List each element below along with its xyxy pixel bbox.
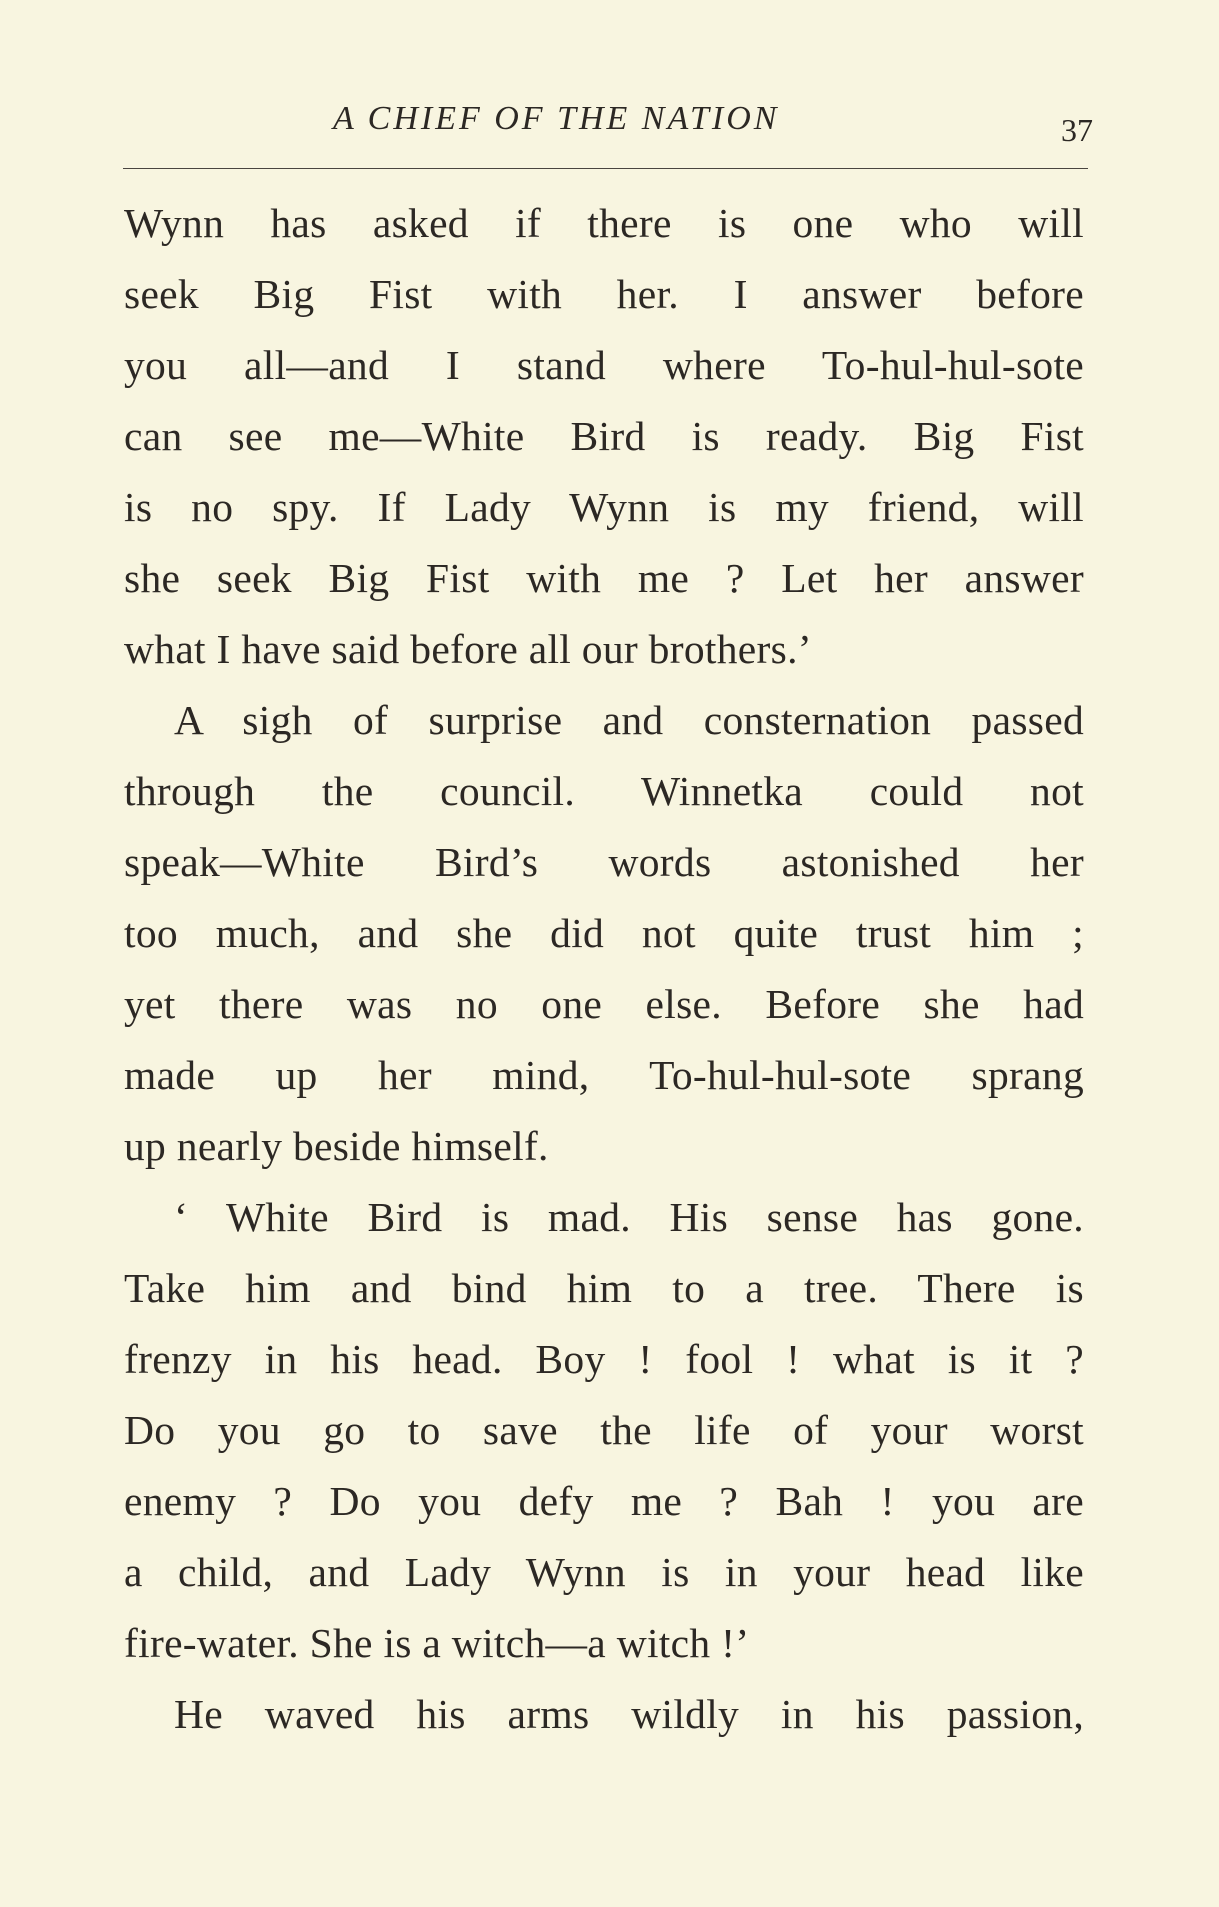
running-title: A CHIEF OF THE NATION: [333, 100, 780, 137]
text-line: a child, and Lady Wynn is in your head like: [124, 1549, 1084, 1595]
text-line: Do you go to save the life of your worst: [124, 1407, 1084, 1453]
text-line: speak—White Bird’s words astonished her: [124, 839, 1084, 885]
text-line: through the council. Winnetka could not: [124, 768, 1084, 814]
text-line: what I have said before all our brothers.’: [124, 626, 812, 672]
text-line: you all—and I stand where To-hul-hul-sote: [124, 342, 1084, 388]
text-line: frenzy in his head. Boy ! fool ! what is it ?: [124, 1336, 1084, 1382]
text-line: can see me—White Bird is ready. Big Fist: [124, 413, 1084, 459]
text-line: seek Big Fist with her. I answer before: [124, 271, 1084, 317]
text-line: yet there was no one else. Before she had: [124, 981, 1084, 1027]
text-line: too much, and she did not quite trust him ;: [124, 910, 1084, 956]
text-line: made up her mind, To-hul-hul-sote sprang: [124, 1052, 1084, 1098]
text-line: enemy ? Do you defy me ? Bah ! you are: [124, 1478, 1084, 1524]
page-number: 37: [1061, 112, 1093, 148]
text-line: He waved his arms wildly in his passion,: [174, 1691, 1084, 1737]
text-line: A sigh of surprise and consternation passed: [174, 697, 1084, 743]
text-line: ‘ White Bird is mad. His sense has gone.: [174, 1194, 1084, 1240]
text-line: up nearly beside himself.: [124, 1123, 549, 1169]
body-text: [124, 188, 1084, 1750]
text-line: is no spy. If Lady Wynn is my friend, will: [124, 484, 1084, 530]
header-rule: [123, 168, 1088, 169]
text-line: fire-water. She is a witch—a witch !’: [124, 1620, 750, 1666]
text-line: Take him and bind him to a tree. There is: [124, 1265, 1084, 1311]
text-line: she seek Big Fist with me ? Let her answer: [124, 555, 1084, 601]
running-head: [123, 100, 1093, 160]
text-line: Wynn has asked if there is one who will: [124, 200, 1084, 246]
